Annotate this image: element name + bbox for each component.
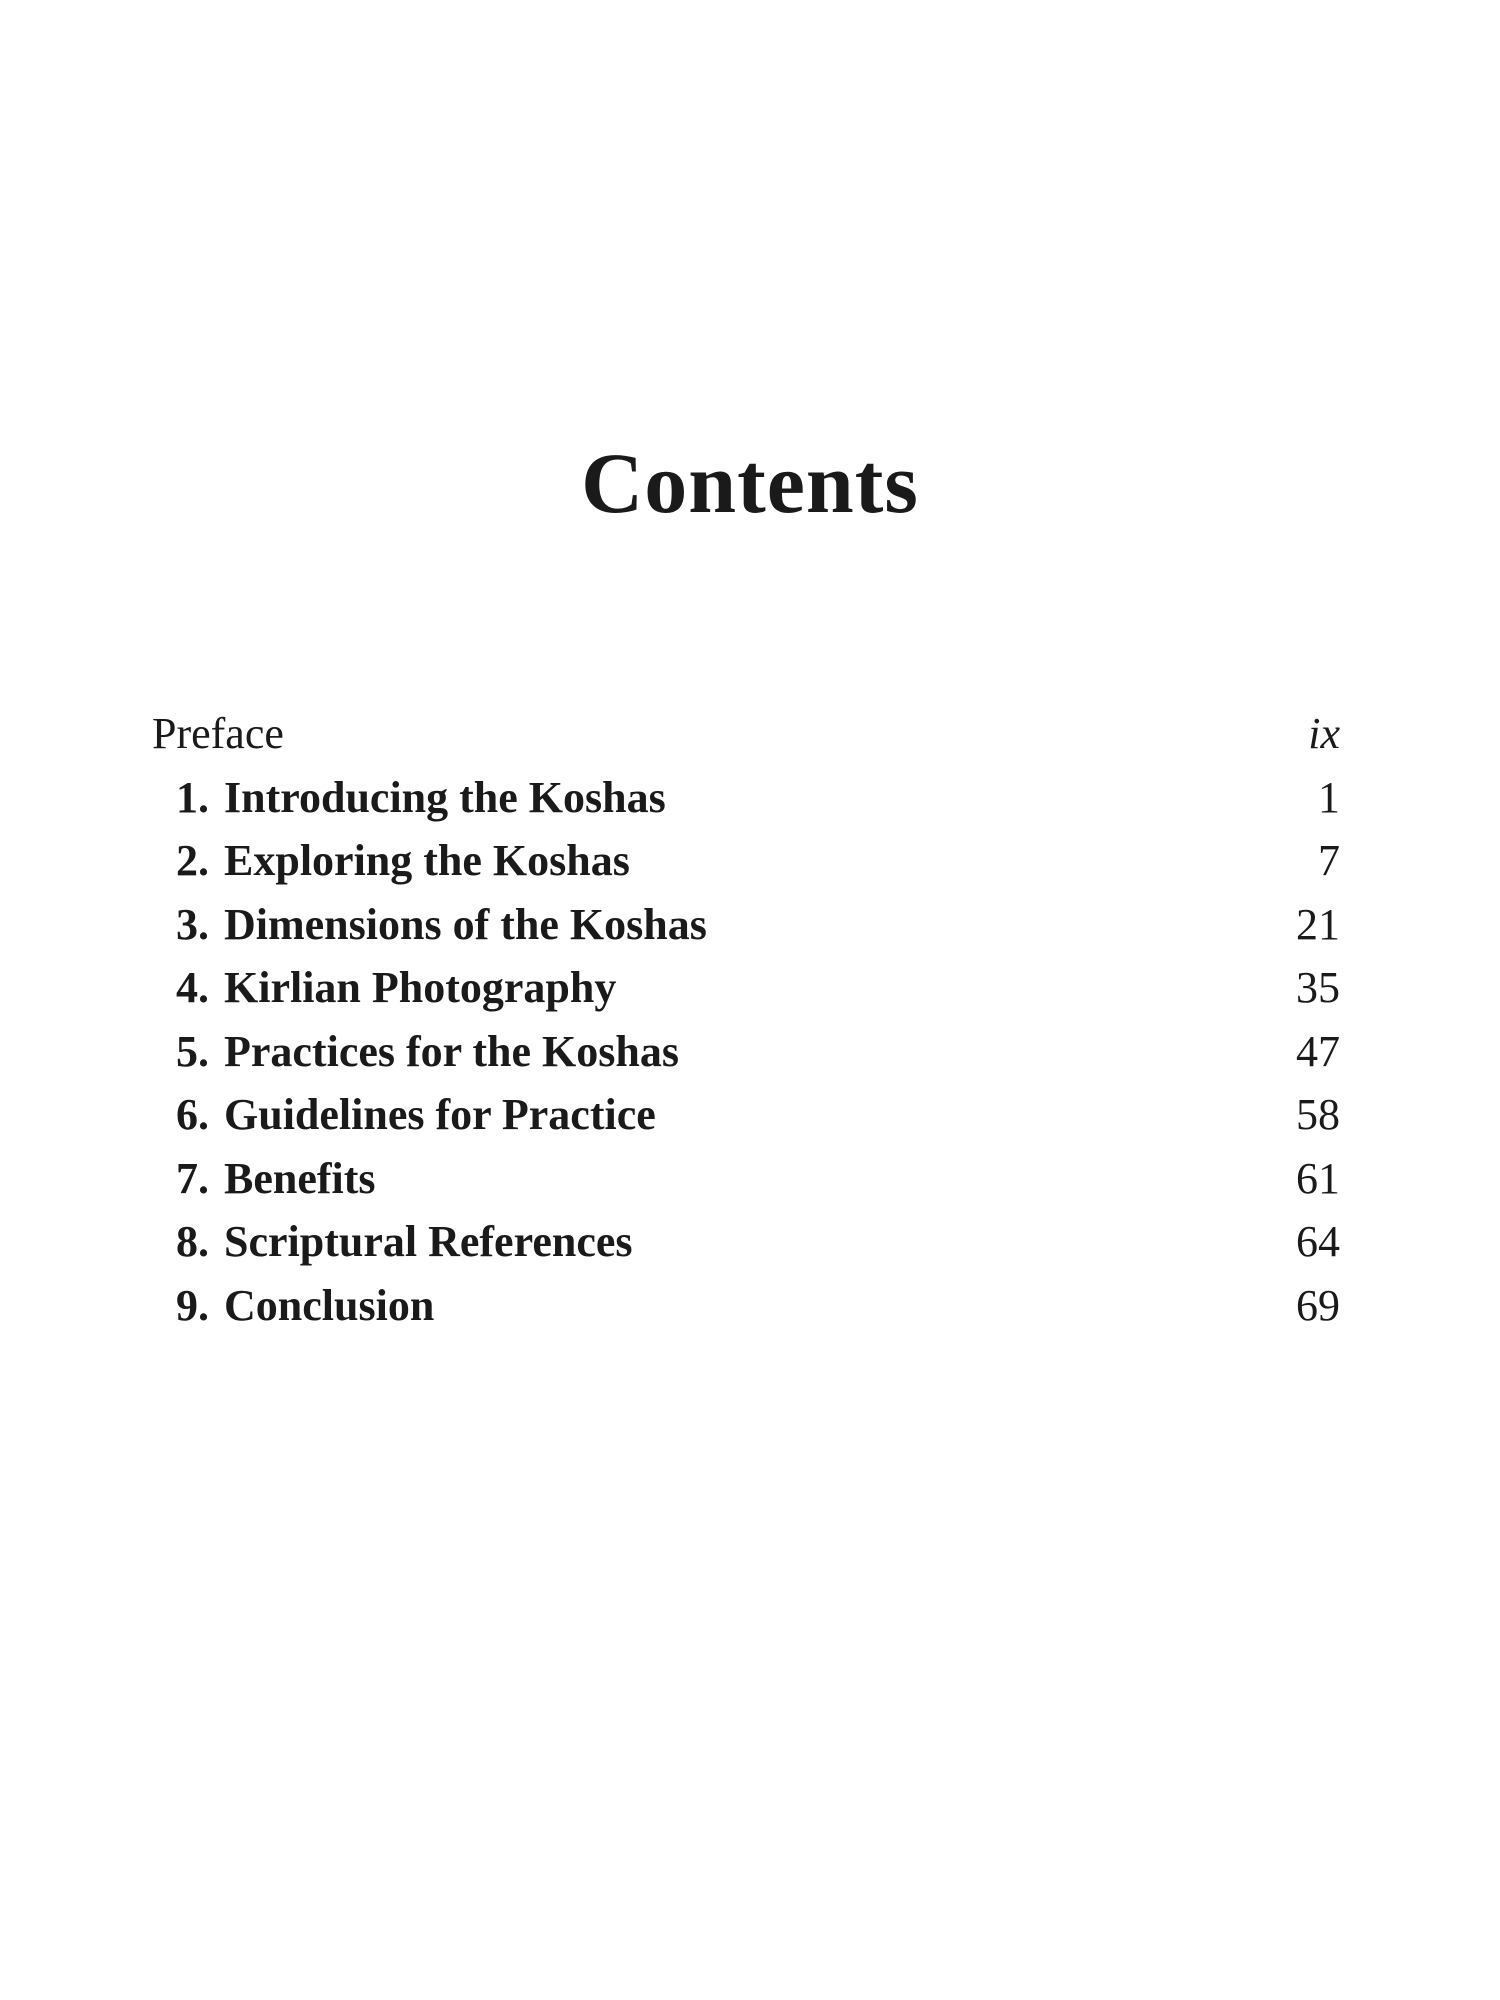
toc-entry-title: Kirlian Photography	[224, 963, 617, 1012]
toc-entry-number: 2.	[176, 836, 209, 885]
page-title: Contents	[581, 435, 919, 531]
toc-entry-page: 1	[1318, 772, 1340, 822]
toc-entry-title: Dimensions of the Koshas	[224, 899, 707, 949]
toc-entry-chapter-8	[152, 1210, 1340, 1274]
toc-entry-number: 5.	[176, 1026, 209, 1076]
toc-entry-chapter-1	[152, 766, 1340, 830]
table-of-contents	[152, 702, 1340, 1337]
toc-entry-page: 61	[1296, 1153, 1340, 1203]
toc-entry-page: 35	[1296, 963, 1340, 1012]
toc-entry-title: Exploring the Koshas	[224, 836, 630, 885]
toc-entry-page: 64	[1296, 1217, 1340, 1266]
toc-entry-chapter-9	[152, 1274, 1340, 1338]
toc-entry-title: Benefits	[224, 1153, 376, 1203]
toc-entry-page: 21	[1296, 899, 1340, 949]
toc-entry-number: 4.	[176, 963, 209, 1012]
toc-entry-number: 9.	[176, 1280, 209, 1330]
toc-entry-number: 7.	[176, 1153, 209, 1203]
toc-entry-preface	[152, 702, 1340, 766]
toc-entry-chapter-6	[152, 1083, 1340, 1147]
toc-entry-number: 6.	[176, 1090, 209, 1139]
toc-entry-chapter-5	[152, 1020, 1340, 1084]
toc-entry-chapter-7	[152, 1147, 1340, 1211]
toc-entry-title: Practices for the Koshas	[224, 1026, 679, 1076]
toc-entry-title: Preface	[152, 709, 284, 758]
toc-entry-title: Conclusion	[224, 1280, 435, 1330]
toc-entry-page: 7	[1318, 836, 1340, 885]
toc-entry-page: ix	[1308, 709, 1340, 758]
toc-entry-chapter-3	[152, 893, 1340, 957]
toc-entry-chapter-4	[152, 956, 1340, 1020]
toc-entry-page: 47	[1296, 1026, 1340, 1076]
toc-entry-title: Guidelines for Practice	[224, 1090, 656, 1139]
toc-entry-number: 8.	[176, 1217, 209, 1266]
toc-entry-page: 69	[1296, 1280, 1340, 1330]
toc-entry-chapter-2	[152, 829, 1340, 893]
toc-entry-title: Scriptural References	[224, 1217, 633, 1266]
toc-entry-number: 3.	[176, 899, 209, 949]
toc-entry-page: 58	[1296, 1090, 1340, 1139]
toc-entry-title: Introducing the Koshas	[224, 772, 666, 822]
toc-entry-number: 1.	[176, 772, 209, 822]
